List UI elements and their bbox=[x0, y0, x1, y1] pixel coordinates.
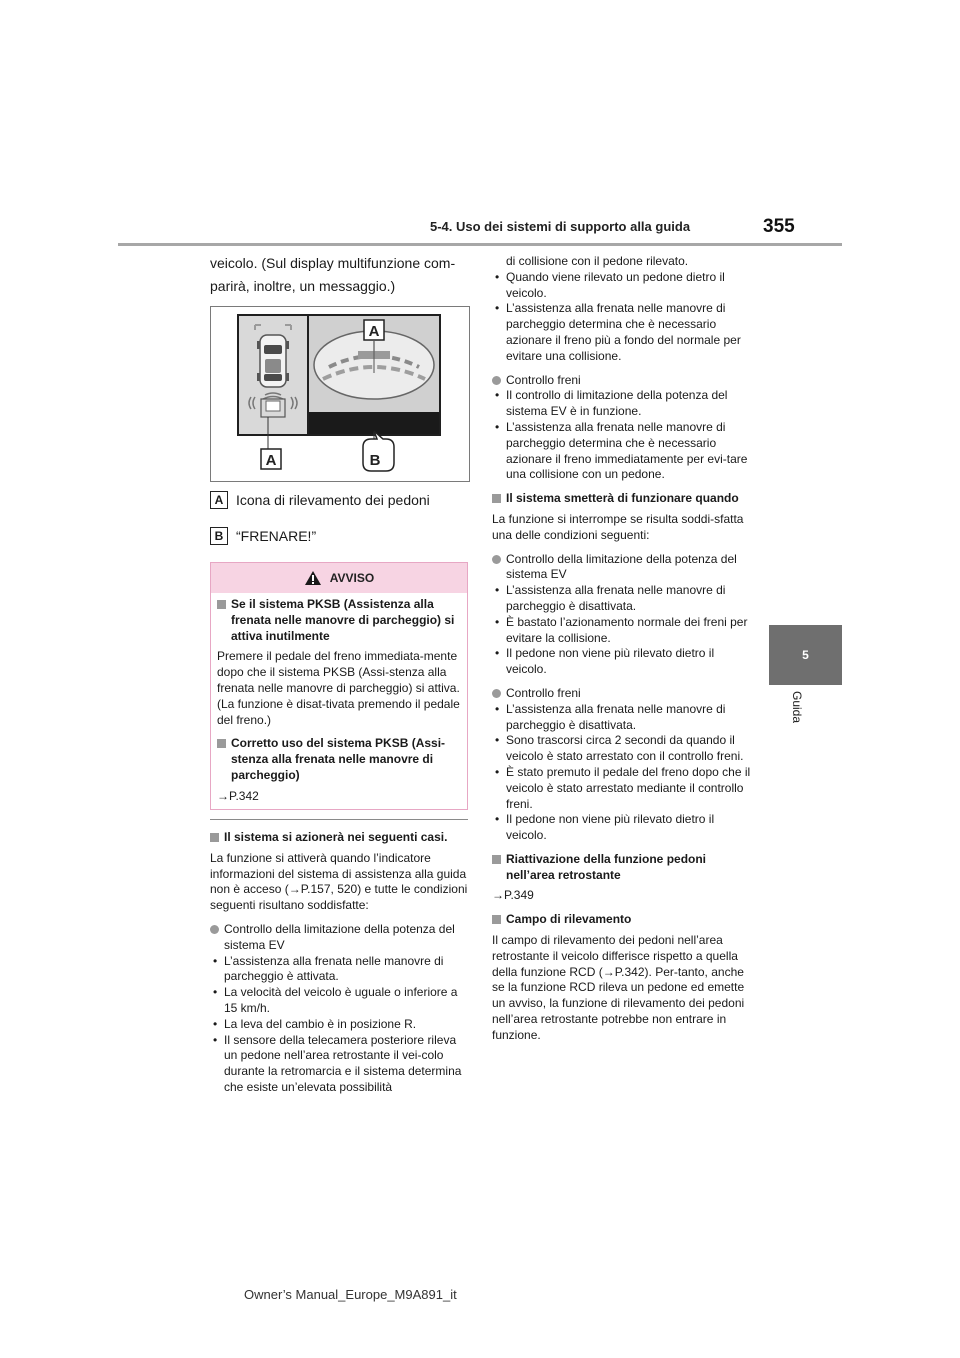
warning-box bbox=[210, 562, 468, 810]
display-illustration bbox=[210, 306, 470, 482]
legend-item-b bbox=[210, 527, 316, 545]
list-item: • Il controllo di limitazione della potenza del sistema EV è in funzione. bbox=[492, 388, 754, 420]
column-left bbox=[210, 252, 472, 298]
multi-display-diagram bbox=[211, 307, 469, 481]
list-item: • Il sensore della telecamera posteriore rileva un pedone nell’area retrostante il vei-colo durante la retromarcia e il sistema determina che esiste un’elevata possibilità bbox=[210, 1033, 472, 1096]
paragraph-stop: La funzione si interrompe se risulta soddi-sfatta una delle condizioni seguenti: bbox=[492, 511, 744, 542]
warning-triangle-icon bbox=[304, 570, 322, 586]
chapter-tab[interactable] bbox=[769, 625, 842, 685]
arrow-right-icon: → bbox=[492, 888, 504, 903]
condition-limit-ev: Controllo della limitazione della potenza del sistema EV bbox=[210, 922, 472, 954]
footer-manual-id: Owner’s Manual_Europe_M9A891_it bbox=[244, 1287, 457, 1302]
legend-text-a: Icona di rilevamento dei pedoni bbox=[236, 492, 430, 508]
warning-header bbox=[211, 563, 467, 593]
list-item: • La velocità del veicolo è uguale o inferiore a 15 km/h. bbox=[210, 985, 472, 1017]
heading-stop: Il sistema smetterà di funzionare quando bbox=[492, 491, 754, 507]
page-number: 355 bbox=[763, 216, 795, 237]
intro-line-1: veicolo. (Sul display multifunzione com- bbox=[210, 255, 456, 271]
chapter-name: Guida bbox=[790, 691, 804, 724]
chapter-number: 5 bbox=[802, 648, 809, 662]
list-item: • È stato premuto il pedale del freno dopo che il veicolo è stato arrestato mediante il controllo freni. bbox=[492, 765, 754, 812]
warning-heading-1: Se il sistema PKSB (Assistenza alla frenata nelle manovre di parcheggio) si attiva inutilmente bbox=[217, 597, 461, 644]
warning-heading-2: Corretto uso del sistema PKSB (Assi-stenza alla frenata nelle manovre di parcheggio) bbox=[217, 736, 461, 783]
column-left-lower bbox=[210, 830, 472, 1096]
column-right bbox=[492, 254, 754, 1044]
arrow-right-icon: → bbox=[217, 788, 229, 803]
list-item: • Il pedone non viene più rilevato dietro il veicolo. bbox=[492, 812, 754, 844]
header-rule bbox=[118, 243, 842, 246]
list-item: • L’assistenza alla frenata nelle manovre di parcheggio è attivata. bbox=[210, 954, 472, 986]
list-item: • Quando viene rilevato un pedone dietro il veicolo. bbox=[492, 270, 754, 302]
list-item: • L’assistenza alla frenata nelle manovre di parcheggio determina che è necessario azionare il freno immediatamente per evi-tare una collisione con un pedone. bbox=[492, 420, 754, 483]
list-item: • Sono trascorsi circa 2 secondi da quando il veicolo è stato arrestato con il controllo freni. bbox=[492, 733, 754, 765]
condition-limit-ev-stop: Controllo della limitazione della potenza del sistema EV bbox=[492, 552, 754, 584]
heading-works: Il sistema si azionerà nei seguenti casi. bbox=[210, 830, 472, 846]
continuation-text: di collisione con il pedone rilevato. bbox=[506, 254, 689, 268]
list-item: • L’assistenza alla frenata nelle manovre di parcheggio determina che è necessario azionare il freno più a fondo del normale per evitare una collisione. bbox=[492, 301, 754, 364]
legend-item-a bbox=[210, 491, 430, 509]
paragraph-field: Il campo di rilevamento dei pedoni nell’area retrostante il veicolo differisce rispetto a quella della funzione RCD (→P.342). Per-tanto, anche se la funzione RCD rileva un pedone ed emette un avviso, la funzione di rilevamento dei pedoni nell’area retrostante potrebbe non entrare in funzione. bbox=[492, 933, 745, 1042]
list-item: • L’assistenza alla frenata nelle manovre di parcheggio è disattivata. bbox=[492, 702, 754, 734]
list-item: • La leva del cambio è in posizione R. bbox=[210, 1017, 472, 1033]
callout-a-top: A bbox=[368, 323, 380, 340]
reference-link[interactable]: →P.349 bbox=[492, 888, 534, 903]
legend-key-b: B bbox=[210, 527, 228, 545]
warning-ref[interactable]: →P.342 bbox=[217, 788, 259, 803]
heading-field: Campo di rilevamento bbox=[492, 912, 754, 928]
warning-text-1: Premere il pedale del freno immediata-mente dopo che il sistema PKSB (Assi-stenza alla frenata nelle manovre di parcheggio) si attiva. (La funzione è disat-tivata premendo il pedale del freno.) bbox=[217, 649, 460, 727]
heading-reactivate: Riattivazione della funzione pedoni nell’area retrostante bbox=[492, 852, 754, 884]
legend-text-b: “FRENARE!” bbox=[236, 528, 317, 544]
callout-b: B bbox=[369, 452, 381, 469]
list-item: • Il pedone non viene più rilevato dietro il veicolo. bbox=[492, 646, 754, 678]
condition-brakes: Controllo freni bbox=[492, 373, 754, 389]
intro-line-2: parirà, inoltre, un messaggio.) bbox=[210, 278, 396, 294]
condition-brakes-stop: Controllo freni bbox=[492, 686, 754, 702]
list-item: • È bastato l’azionamento normale dei freni per evitare la collisione. bbox=[492, 615, 754, 647]
paragraph-works: La funzione si attiverà quando l’indicatore informazioni del sistema di assistenza alla guida non è acceso (→P.157, 520) e tutte le condizioni seguenti risultano soddisfatte: bbox=[210, 850, 468, 913]
section-divider bbox=[210, 819, 468, 820]
list-item: • L’assistenza alla frenata nelle manovre di parcheggio è disattivata. bbox=[492, 583, 754, 615]
legend-key-a: A bbox=[210, 491, 228, 509]
callout-a-bottom: A bbox=[265, 452, 277, 469]
section-title: 5-4. Uso dei sistemi di supporto alla guida bbox=[430, 219, 691, 234]
warning-title: AVVISO bbox=[329, 571, 375, 585]
